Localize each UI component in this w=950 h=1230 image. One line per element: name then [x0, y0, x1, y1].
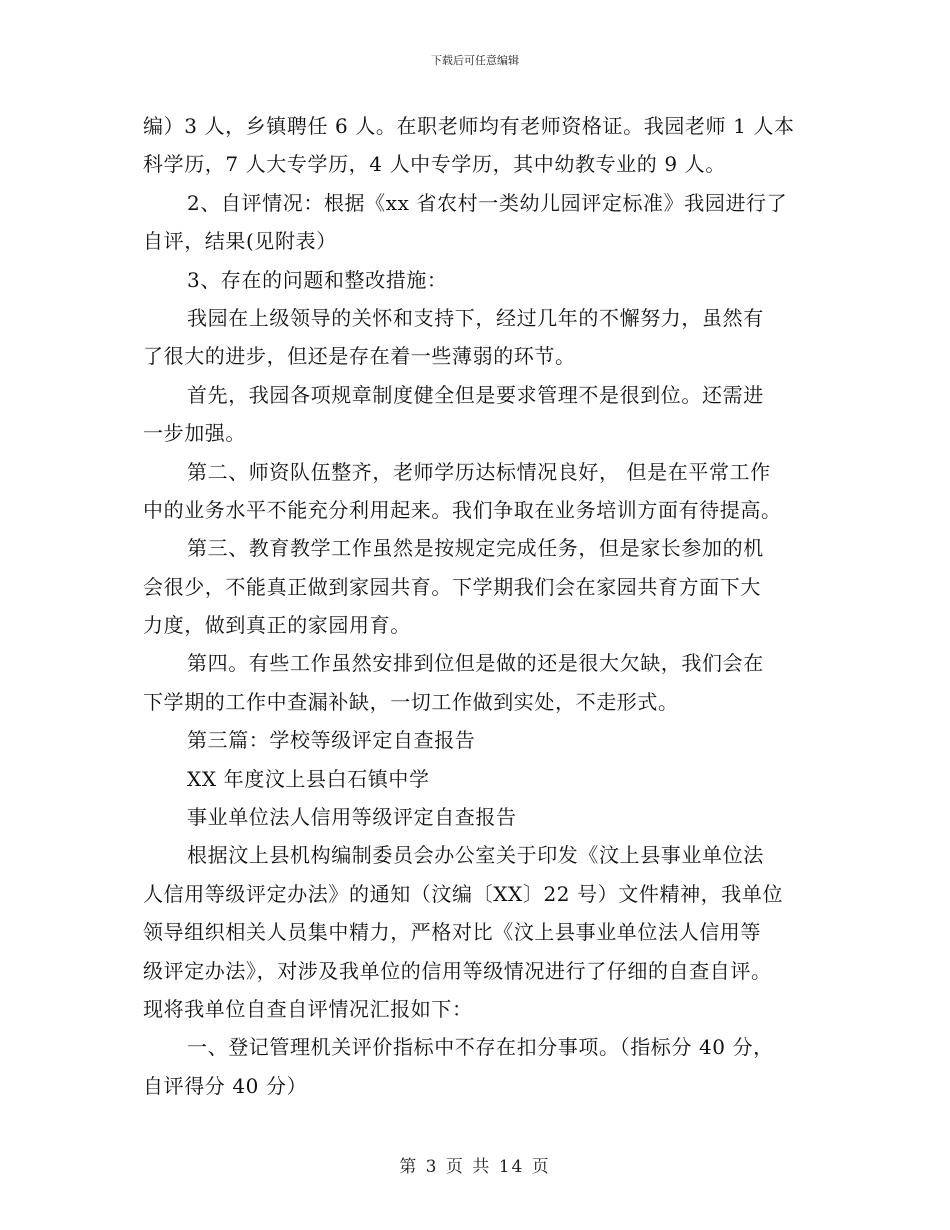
text-line: 科学历，7 人大专学历，4 人中专学历，其中幼教专业的 9 人。: [143, 152, 726, 177]
text-line: 一、登记管理机关评价指标中不存在扣分事项。（指标分 40 分，: [187, 1035, 774, 1060]
page-footer: 第 3 页 共 14 页: [399, 1157, 551, 1177]
text-line: 一步加强。: [143, 421, 246, 446]
text-line: 中的业务水平不能充分利用起来。我们争取在业务培训方面有待提高。: [143, 497, 782, 522]
text-line: 根据汶上县机构编制委员会办公室关于印发《汶上县事业单位法: [187, 843, 764, 868]
text-line: 力度，做到真正的家园用育。: [143, 613, 411, 638]
document-title-line: 事业单位法人信用等级评定自查报告: [187, 805, 517, 830]
page-header: 下载后可任意编辑: [431, 54, 519, 67]
text-line: 了很大的进步，但还是存在着一些薄弱的环节。: [143, 344, 576, 369]
text-line: 领导组织相关人员集中精力，严格对比《汶上县事业单位法人信用等: [143, 920, 761, 945]
text-line: 编）3 人，乡镇聘任 6 人。在职老师均有老师资格证。我园老师 1 人本: [143, 114, 795, 138]
text-line: 级评定办法》，对涉及我单位的信用等级情况进行了仔细的自查自评。: [143, 958, 772, 983]
text-line: 现将我单位自查自评情况汇报如下：: [143, 996, 473, 1021]
text-line: 人信用等级评定办法》的通知（汶编〔XX〕22 号）文件精神，我单位: [143, 881, 784, 906]
document-title-line: XX 年度汶上县白石镇中学: [187, 766, 430, 791]
text-line: 第三、教育教学工作虽然是按规定完成任务，但是家长参加的机: [187, 536, 764, 561]
document-body: [143, 107, 813, 1105]
text-line: 首先，我园各项规章制度健全但是要求管理不是很到位。还需进: [187, 382, 764, 407]
section-heading: 第三篇：学校等级评定自查报告: [187, 728, 476, 753]
text-line: 第二、师资队伍整齐，老师学历达标情况良好， 但是在平常工作: [187, 459, 771, 484]
text-line: 会很少，不能真正做到家园共育。下学期我们会在家园共育方面下大: [143, 574, 761, 599]
text-line: 自评，结果(见附表）: [143, 229, 337, 254]
text-line: 我园在上级领导的关怀和支持下，经过几年的不懈努力，虽然有: [187, 305, 764, 330]
text-line: 3、存在的问题和整改措施：: [187, 267, 448, 292]
text-line: 2、自评情况：根据《xx 省农村一类幼儿园评定标准》我园进行了: [187, 190, 788, 215]
text-line: 下学期的工作中查漏补缺，一切工作做到实处，不走形式。: [143, 689, 679, 714]
text-line: 自评得分 40 分）: [143, 1073, 308, 1098]
text-line: 第四。有些工作虽然安排到位但是做的还是很大欠缺，我们会在: [187, 651, 764, 676]
